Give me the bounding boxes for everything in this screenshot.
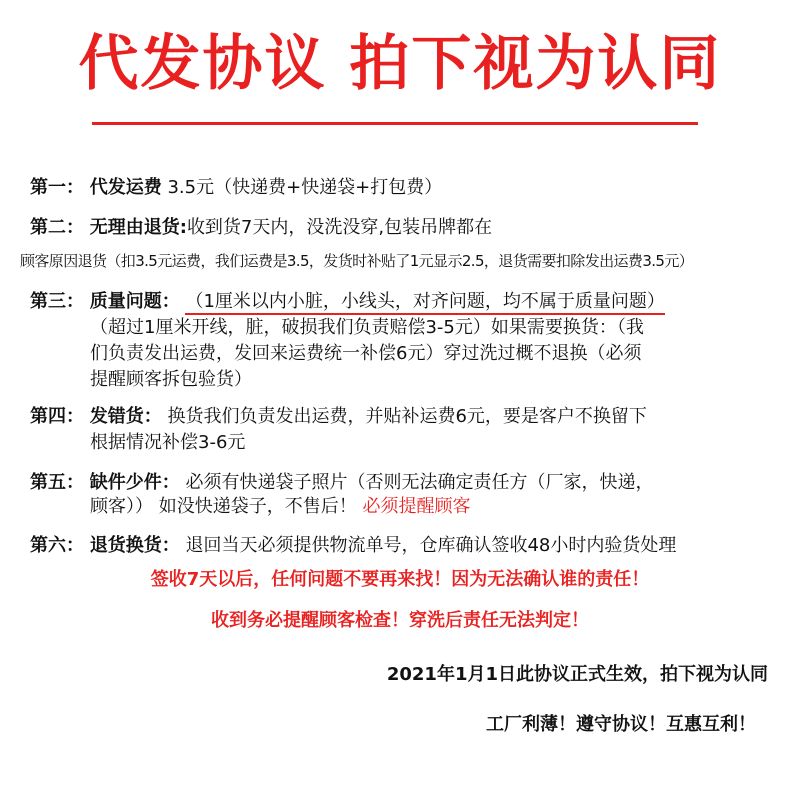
item-6-head: 退货换货： (89, 535, 180, 556)
warning-1: 签收7天以后，任何问题不要再来找！因为无法确认谁的责任！ (150, 569, 650, 590)
item-3-text-1: （超过1厘米开线，脏，破损我们负责赔偿3-5元）如果需要换货：（我 (90, 317, 644, 338)
page-title: 代发协议 拍下视为认同 (78, 29, 722, 99)
item-3-text-2: 们负责发出运费，发回来运费统一补偿6元）穿过洗过概不退换（必须 (90, 343, 642, 364)
title-divider (92, 122, 698, 125)
item-5-line-2 (90, 494, 470, 520)
effective-date-note: 2021年1月1日此协议正式生效，拍下视为认同 (386, 664, 768, 685)
item-6-text: 退回当天必须提供物流单号，仓库确认签收48小时内验货处理 (185, 535, 677, 556)
slogan: 工厂利薄！遵守协议！互惠互利！ (486, 714, 756, 735)
item-6-label: 第六： (30, 535, 84, 556)
item-1-label: 第一： (30, 177, 84, 198)
item-4-label: 第四： (30, 406, 84, 427)
item-3-underlined-note: （1厘米以内小脏，小线头，对齐问题，均不属于质量问题） (185, 291, 664, 315)
item-2-label: 第二： (30, 217, 84, 238)
item-5-red-note: 必须提醒顾客 (362, 496, 471, 517)
item-4-text-1: 换货我们负责发出运费，并贴补运费6元，要是客户不换留下 (167, 406, 647, 427)
item-5-text-2: 顾客）） 如没快递袋子，不售后！ (90, 496, 357, 517)
item-5-head: 缺件少件： (89, 472, 180, 493)
item-2 (30, 215, 492, 241)
item-4-text-2: 根据情况补偿3-6元 (90, 432, 246, 453)
item-5 (30, 470, 653, 496)
item-2-text-1: 收到货7天内，没洗没穿,包装吊牌都在 (186, 217, 493, 238)
item-6 (30, 533, 676, 559)
item-4 (30, 404, 647, 430)
item-4-head: 发错货： (89, 406, 162, 427)
item-5-label: 第五： (30, 472, 84, 493)
warning-2: 收到务必提醒顾客检查！穿洗后责任无法判定！ (211, 610, 589, 631)
item-1-text: 3.5元（快递费+快递袋+打包费） (167, 177, 443, 198)
item-2-head: 无理由退货: (89, 217, 187, 238)
item-5-text-1: 必须有快递袋子照片（否则无法确定责任方（厂家，快递， (185, 472, 654, 493)
item-3 (30, 289, 665, 315)
item-2-text-2: 顾客原因退货（扣3.5元运费，我们运费是3.5，发货时补贴了1元显示2.5，退货需要扣除发出运费3.5元） (20, 252, 694, 270)
item-1-head: 代发运费 (89, 177, 162, 198)
item-3-head: 质量问题： (89, 291, 180, 312)
item-3-label: 第三： (30, 291, 84, 312)
item-1 (30, 175, 442, 201)
item-3-text-3: 提醒顾客拆包验货） (90, 369, 252, 390)
